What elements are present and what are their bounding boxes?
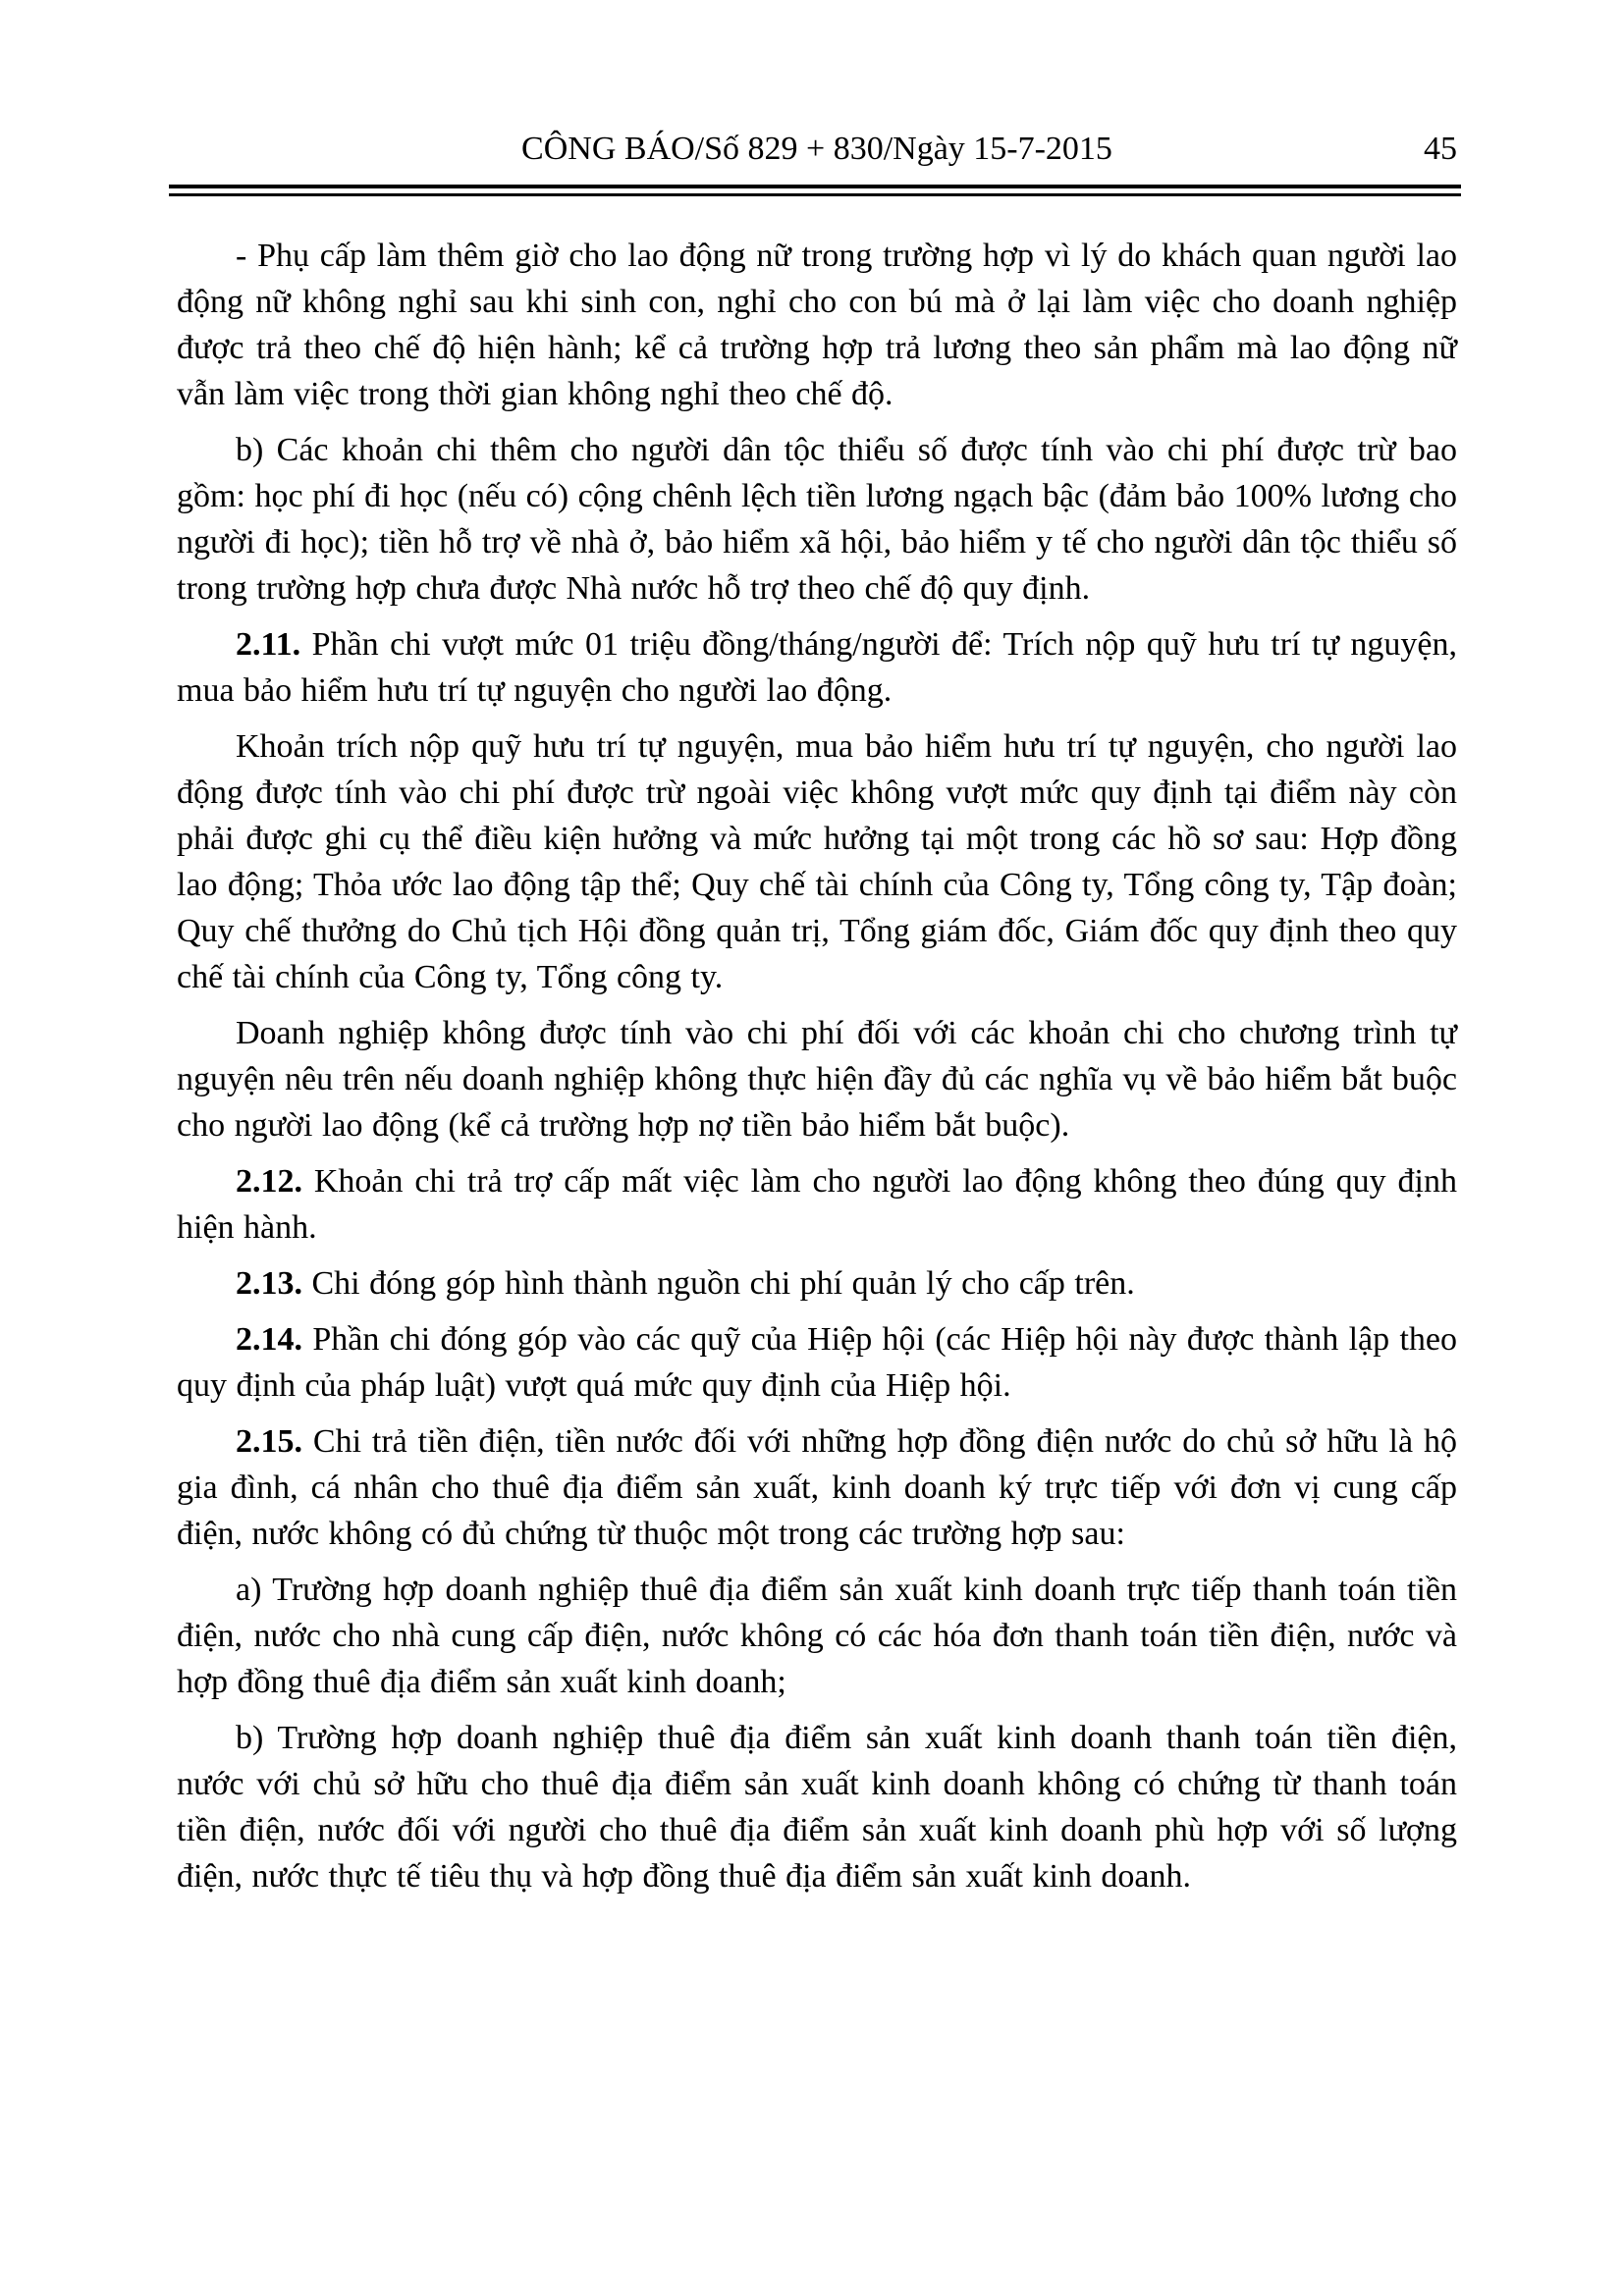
gazette-header-title: CÔNG BÁO/Số 829 + 830/Ngày 15-7-2015 — [521, 131, 1112, 167]
paragraph — [177, 233, 1457, 417]
paragraph — [177, 723, 1457, 1000]
paragraph-lead: 2.13. — [236, 1265, 302, 1302]
paragraph-lead: 2.12. — [236, 1163, 302, 1200]
paragraph — [177, 1010, 1457, 1148]
paragraph — [177, 1260, 1457, 1307]
page-header — [177, 128, 1457, 171]
paragraph — [177, 1158, 1457, 1251]
paragraph — [177, 1567, 1457, 1705]
paragraph-lead: 2.11. — [236, 626, 301, 663]
paragraph — [177, 1715, 1457, 1899]
page-number: 45 — [1424, 131, 1457, 167]
paragraph-text: b) Trường hợp doanh nghiệp thuê địa điểm sản xuất kinh doanh thanh toán tiền điện, nước với chủ sở hữu cho thuê địa điểm sản xuất kinh doanh không có chứng từ thanh toán tiền điện, nước đối với người cho thuê địa điểm sản xuất kinh doanh phù hợp với số lượng điện, nước thực tế tiêu thụ và hợp đồng thuê địa điểm sản xuất kinh doanh. — [177, 1720, 1457, 1895]
paragraph-text: Doanh nghiệp không được tính vào chi phí đối với các khoản chi cho chương trình tự nguyện nêu trên nếu doanh nghiệp không thực hiện đầy đủ các nghĩa vụ về bảo hiểm bắt buộc cho người lao động (kể cả trường hợp nợ tiền bảo hiểm bắt buộc). — [177, 1015, 1457, 1144]
paragraph-text: Khoản chi trả trợ cấp mất việc làm cho người lao động không theo đúng quy định hiện hành. — [177, 1163, 1457, 1246]
paragraph-text: b) Các khoản chi thêm cho người dân tộc thiểu số được tính vào chi phí được trừ bao gồm: học phí đi học (nếu có) cộng chênh lệch tiền lương ngạch bậc (đảm bảo 100% lương cho người đi học); tiền hỗ trợ về nhà ở, bảo hiểm xã hội, bảo hiểm y tế cho người dân tộc thiểu số trong trường hợp chưa được Nhà nước hỗ trợ theo chế độ quy định. — [177, 432, 1457, 607]
header-divider-rule — [169, 185, 1461, 196]
document-body — [177, 233, 1457, 1909]
paragraph-lead: 2.14. — [236, 1321, 302, 1358]
paragraph-text: Chi đóng góp hình thành nguồn chi phí quản lý cho cấp trên. — [302, 1265, 1135, 1302]
paragraph-lead: 2.15. — [236, 1423, 302, 1460]
paragraph — [177, 427, 1457, 612]
paragraph-text: Phần chi vượt mức 01 triệu đồng/tháng/người để: Trích nộp quỹ hưu trí tự nguyện, mua bảo hiểm hưu trí tự nguyện cho người lao động. — [177, 626, 1457, 709]
paragraph-text: - Phụ cấp làm thêm giờ cho lao động nữ trong trường hợp vì lý do khách quan người lao động nữ không nghỉ sau khi sinh con, nghỉ cho con bú mà ở lại làm việc cho doanh nghiệp được trả theo chế độ hiện hành; kể cả trường hợp trả lương theo sản phẩm mà lao động nữ vẫn làm việc trong thời gian không nghỉ theo chế độ. — [177, 238, 1457, 412]
paragraph-text: a) Trường hợp doanh nghiệp thuê địa điểm sản xuất kinh doanh trực tiếp thanh toán tiền điện, nước cho nhà cung cấp điện, nước không có các hóa đơn thanh toán tiền điện, nước và hợp đồng thuê địa điểm sản xuất kinh doanh; — [177, 1572, 1457, 1700]
paragraph-text: Phần chi đóng góp vào các quỹ của Hiệp hội (các Hiệp hội này được thành lập theo quy định của pháp luật) vượt quá mức quy định của Hiệp hội. — [177, 1321, 1457, 1404]
paragraph — [177, 1316, 1457, 1409]
paragraph — [177, 621, 1457, 714]
paragraph-text: Chi trả tiền điện, tiền nước đối với những hợp đồng điện nước do chủ sở hữu là hộ gia đình, cá nhân cho thuê địa điểm sản xuất, kinh doanh ký trực tiếp với đơn vị cung cấp điện, nước không có đủ chứng từ thuộc một trong các trường hợp sau: — [177, 1423, 1457, 1552]
paragraph-text: Khoản trích nộp quỹ hưu trí tự nguyện, mua bảo hiểm hưu trí tự nguyện, cho người lao động được tính vào chi phí được trừ ngoài việc không vượt mức quy định tại điểm này còn phải được ghi cụ thể điều kiện hưởng và mức hưởng tại một trong các hồ sơ sau: Hợp đồng lao động; Thỏa ước lao động tập thể; Quy chế tài chính của Công ty, Tổng công ty, Tập đoàn; Quy chế thưởng do Chủ tịch Hội đồng quản trị, Tổng giám đốc, Giám đốc quy định theo quy chế tài chính của Công ty, Tổng công ty. — [177, 728, 1457, 995]
paragraph — [177, 1418, 1457, 1557]
